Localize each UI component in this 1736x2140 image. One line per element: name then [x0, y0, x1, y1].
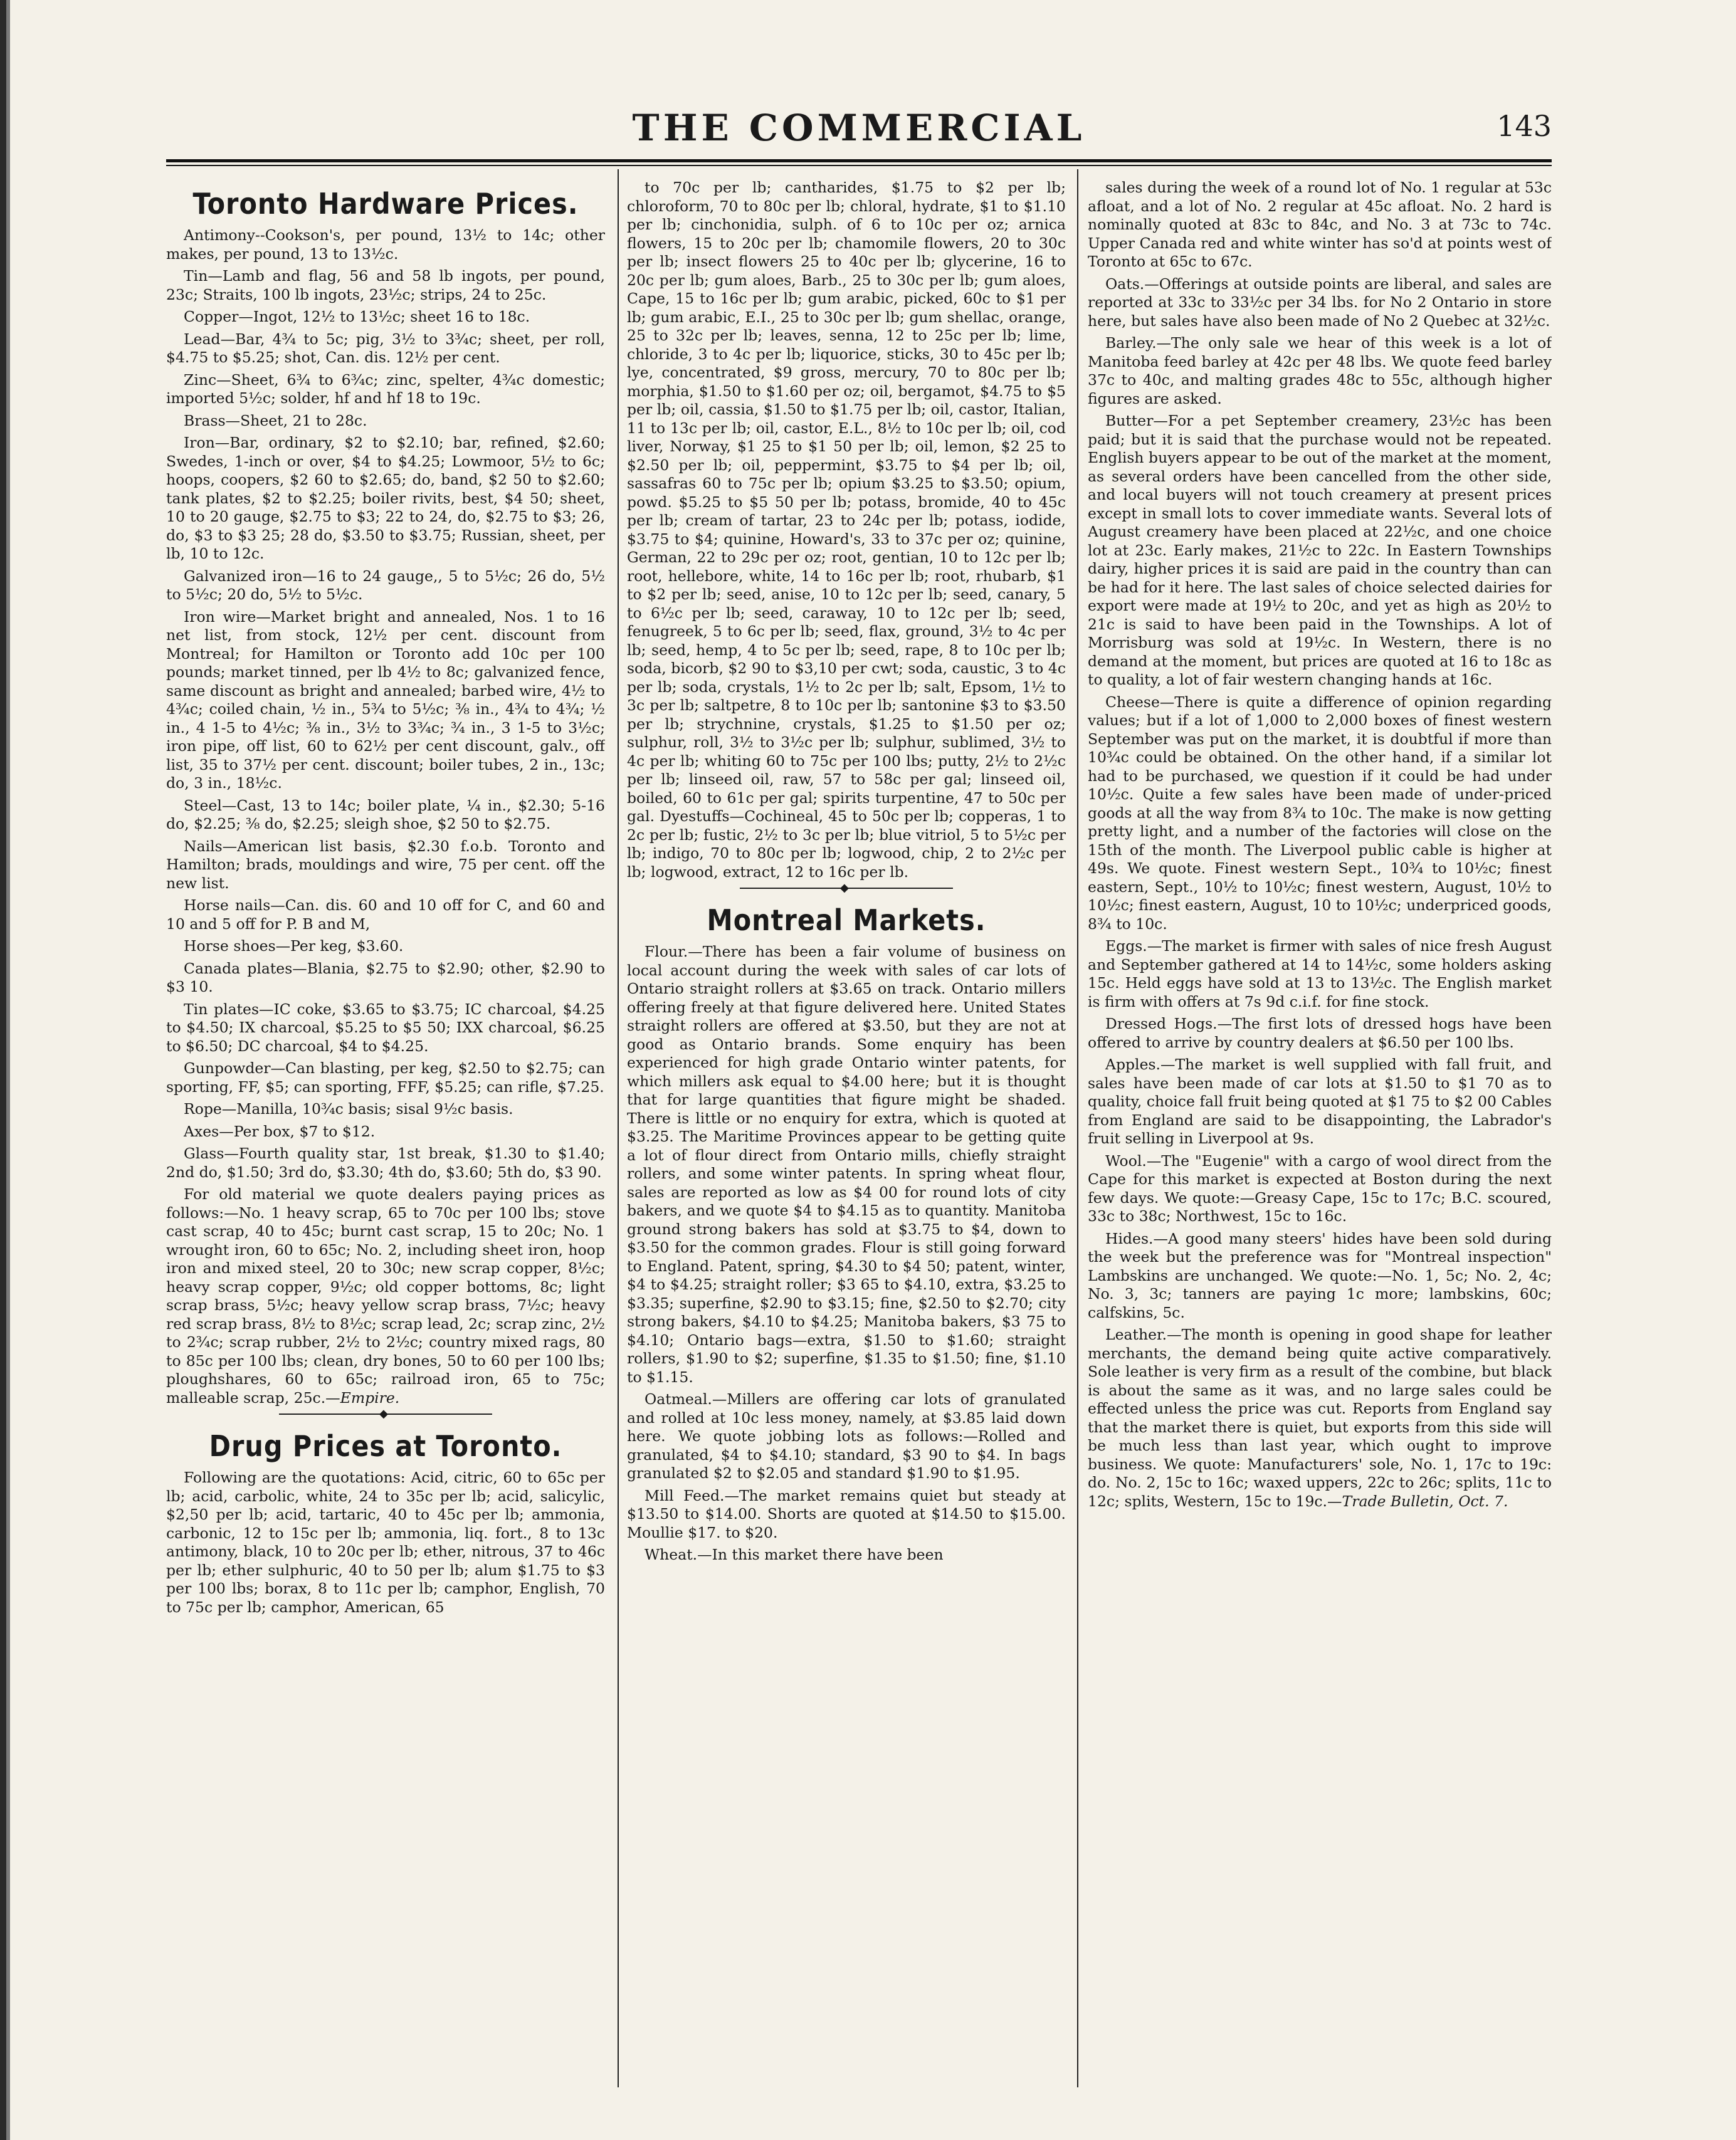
montreal-markets-continued — [1088, 179, 1552, 1511]
paragraph: Brass—Sheet, 21 to 28c. — [184, 411, 367, 429]
column-divider-2 — [1077, 169, 1078, 2087]
section-title-montreal-markets: Montreal Markets. — [707, 903, 986, 937]
paragraph: Tin plates—IC coke, $3.65 to $3.75; IC charcoal, $4.25 to $4.50; IX charcoal, $5.25 to $5 50; IXX charcoal, $6.25 to $6.50; DC charcoal, $4 to $4.25. — [166, 1000, 605, 1055]
page-header — [166, 107, 1552, 150]
header-rule — [166, 159, 1552, 166]
source-signature: Trade Bulletin, Oct. 7. — [1342, 1492, 1508, 1510]
paragraph: For old material we quote dealers paying prices as follows:—No. 1 heavy scrap, 65 to 70c per 100 lbs; stove cast scrap, 40 to 45c; burnt cast scrap, 15 to 20c; No. 1 wrought iron, 60 to 65c; No. 2, including sheet iron, hoop iron and mixed steel, 20 to 30c; new scrap copper, 8½c; heavy scrap copper, 9½c; old copper bottoms, 8c; light scrap brass, 5½c; heavy yellow scrap brass, 7½c; heavy red scrap brass, 8½ to 8½c; scrap lead, 2c; scrap zinc, 2½ to 2¾c; scrap rubber, 2½ to 2½c; country mixed rags, 80 to 85c per 100 lbs; clean, dry bones, 50 to 60 per 100 lbs; ploughshares, 60 to 65c; railroad iron, 65 to 75c; malleable scrap, 25c.—Empire. — [166, 1185, 605, 1407]
paragraph: Glass—Fourth quality star, 1st break, $1.30 to $1.40; 2nd do, $1.50; 3rd do, $3.30; 4th do, $3.60; 5th do, $3 90. — [166, 1145, 605, 1181]
source-signature: Empire. — [340, 1388, 400, 1407]
paragraph: Rope—Manilla, 10¾c basis; sisal 9½c basis. — [184, 1100, 513, 1118]
paragraph: Dressed Hogs.—The first lots of dressed hogs have been offered to arrive by country dealers at $6.50 per 100 lbs. — [1088, 1015, 1552, 1051]
section-ornament — [279, 1414, 492, 1421]
paragraph: Lead—Bar, 4¾ to 5c; pig, 3½ to 3¾c; sheet, per roll, $4.75 to $5.25; shot, Can. dis. 12½ per cent. — [166, 330, 605, 366]
montreal-markets-body — [627, 943, 1066, 1565]
column-divider-1 — [618, 169, 619, 2087]
paragraph: Horse nails—Can. dis. 60 and 10 off for C, and 60 and 10 and 5 off for P. B and M, — [166, 896, 605, 933]
toronto-hardware-body — [166, 226, 605, 1407]
paragraph: Apples.—The market is well supplied with fall fruit, and sales have been made of car lots at $1.50 to $1 70 as to quality, choice fall fruit being quoted at $1 75 to $2 00 Cables from England are said to be disappointing, the Labrador's fruit selling in Liverpool at 9s. — [1088, 1056, 1552, 1147]
paragraph: Canada plates—Blania, $2.75 to $2.90; other, $2.90 to $3 10. — [166, 959, 605, 995]
paragraph: Horse shoes—Per keg, $3.60. — [184, 937, 404, 955]
paragraph: Mill Feed.—The market remains quiet but steady at $13.50 to $14.00. Shorts are quoted at $14.50 to $15.00. Moullie $17. to $20. — [627, 1486, 1066, 1541]
section-ornament — [740, 888, 953, 895]
paragraph: Hides.—A good many steers' hides have been sold during the week but the preference was for "Montreal inspection" Lambskins are unchanged. We quote:—No. 1, 5c; No. 2, 4c; No. 3, 3c; tanners are paying 1c more; lambskins, 60c; calfskins, 5c. — [1088, 1229, 1552, 1321]
paragraph: Axes—Per box, $7 to $12. — [184, 1122, 376, 1140]
paragraph: Steel—Cast, 13 to 14c; boiler plate, ¼ in., $2.30; 5-16 do, $2.25; ⅜ do, $2.25; sleigh shoe, $2 50 to $2.75. — [166, 796, 605, 832]
paragraph: Eggs.—The market is firmer with sales of nice fresh August and September gathered at 14 to 14½c, some holders asking 15c. Held eggs have sold at 13 to 13½c. The English market is firm with offers at 7s 9d c.i.f. for fine stock. — [1088, 937, 1552, 1010]
drug-prices-body — [166, 1469, 605, 1617]
binding-edge — [0, 0, 16, 2140]
paragraph: Gunpowder—Can blasting, per keg, $2.50 to $2.75; can sporting, FF, $5; can sporting, FFF, $5.25; can rifle, $7.25. — [166, 1059, 605, 1096]
column-1 — [166, 179, 605, 2084]
column-2 — [627, 179, 1066, 2084]
paragraph: Wheat.—In this market there have been — [644, 1546, 944, 1563]
paragraph: Iron—Bar, ordinary, $2 to $2.10; bar, refined, $2.60; Swedes, 1-inch or over, $4 to $4.25; Lowmoor, 5½ to 6c; hoops, coopers, $2 60 to $2.65; do, band, $2 50 to $2.60; tank plates, $2 to $2.25; boiler rivits, best, $4 50; sheet, 10 to 20 gauge, $2.75 to $3; 22 to 24, do, $2.75 to $3; 26, do, $3 to $3 25; 28 do, $3.50 to $3.75; Russian, sheet, per lb, 10 to 12c. — [166, 434, 605, 562]
masthead-title: THE COMMERCIAL — [632, 107, 1086, 149]
paragraph: Iron wire—Market bright and annealed, Nos. 1 to 16 net list, from stock, 12½ per cent. discount from Montreal; for Hamilton or Toronto add 10c per 100 pounds; market tinned, per lb 4½ to 8c; galvanized fence, same discount as bright and annealed; barbed wire, 4½ to 4¾c; coiled chain, ½ in., 5¾ to 5½c; ⅜ in., 4¾ to 4¾; ½ in., 4 1-5 to 4½c; ⅜ in., 3½ to 3¾c; ¾ in., 3 1-5 to 3½c; iron pipe, off list, 60 to 62½ per cent discount, galv., off list, 35 to 37½ per cent. discount; boiler tubes, 2 in., 13c; do, 3 in., 18½c. — [166, 607, 605, 792]
paragraph: Cheese—There is quite a difference of opinion regarding values; but if a lot of 1,000 to 2,000 boxes of finest western September was put on the market, it is doubtful if more than 10¾c could be obtained. On the other hand, if a similar lot had to be purchased, we question if it could be had under 10½c. Quite a few sales have been made of under-priced goods at all the way from 8¾ to 10c. The make is now getting pretty light, and a number of the factories will close on the 15th of the month. The Liverpool public cable is higher at 49s. We quote. Finest western Sept., 10¾ to 10½c; finest eastern, Sept., 10½ to 10½c; finest western, August, 10½ to 10½c; finest eastern, August, 10 to 10½c; underpriced goods, 8¾ to 10c. — [1088, 693, 1552, 933]
paragraph: Barley.—The only sale we hear of this week is a lot of Manitoba feed barley at 42c per 48 lbs. We quote feed barley 37c to 40c, and malting grades 48c to 55c, although higher figures are asked. — [1088, 334, 1552, 407]
paragraph: Butter—For a pet September creamery, 23½c has been paid; but it is said that the purchase would not be repeated. English buyers appear to be out of the market at the moment, as several orders have been cancelled from the other side, and local buyers will not touch creamery at present prices except in small lots to cover immediate wants. Several lots of August creamery have been placed at 22½c, and one choice lot at 23c. Early makes, 21½c to 22c. In Eastern Townships dairy, higher prices it is said are paid in the country than can be had for it here. The last sales of choice selected dairies for export were made at 19½ to 20c, and yet as high as 20½ to 21c is said to have been paid in the Townships. A lot of Morrisburg was sold at 19½c. In Western, there is no demand at the moment, but prices are quoted at 16 to 18c as to quality, a lot of fair western changing hands at 16c. — [1088, 412, 1552, 688]
drug-prices-continued — [627, 179, 1066, 881]
paragraph: Tin—Lamb and flag, 56 and 58 lb ingots, per pound, 23c; Straits, 100 lb ingots, 23½c; strips, 24 to 25c. — [166, 267, 605, 303]
paragraph: Wool.—The "Eugenie" with a cargo of wool direct from the Cape for this market is expected at Boston during the next few days. We quote:—Greasy Cape, 15c to 17c; B.C. scoured, 33c to 38c; Northwest, 15c to 16c. — [1088, 1151, 1552, 1225]
paragraph: Oatmeal.—Millers are offering car lots of granulated and rolled at 10c less money, namely, at $3.85 laid down here. We quote jobbing lots as follows:—Rolled and granulated, $4 to $4.10; standard, $3 90 to $4. In bags granulated $2 to $2.05 and standard $1.90 to $1.95. — [627, 1390, 1066, 1482]
paragraph: Oats.—Offerings at outside points are liberal, and sales are reported at 33c to 33½c per 34 lbs. for No 2 Ontario in store here, but sales have also been made of No 2 Quebec at 32½c. — [1088, 275, 1552, 330]
paragraph: Flour.—There has been a fair volume of business on local account during the week with sales of car lots of Ontario straight rollers at $3.65 on track. Ontario millers offering freely at that figure delivered here. United States straight rollers are offered at $3.50, but they are not at good as Ontario brands. Some enquiry has been experienced for high grade Ontario winter patents, for which millers ask equal to $4.00 here; but it is thought that for large quantities that figure might be shaded. There is little or no enquiry for extra, which is quoted at $3.25. The Maritime Provinces appear to be getting quite a lot of flour direct from Ontario mills, chiefly straight rollers, and some winter patents. In spring wheat flour, sales are reported as low as $4 00 for round lots of city bakers, and we quote $4 to $4.15 as to quantity. Manitoba ground strong bakers has sold at $3.75 to $4, down to $3.50 for the common grades. Flour is still going forward to England. Patent, spring, $4.30 to $4 50; patent, winter, $4 to $4.25; straight roller; $3 65 to $4.10, extra, $3.25 to $3.35; superfine, $2.90 to $3.15; fine, $2.50 to $2.70; city strong bakers, $4.10 to $4.25; Manitoba bakers, $3 75 to $4.10; Ontario bags—extra, $1.50 to $1.60; straight rollers, $1.90 to $2; superfine, $1.35 to $1.50; fine, $1.10 to $1.15. — [627, 943, 1066, 1386]
paragraph: Antimony--Cookson's, per pound, 13½ to 14c; other makes, per pound, 13 to 13½c. — [166, 226, 605, 263]
paragraph: sales during the week of a round lot of No. 1 regular at 53c afloat, and a lot of No. 2 regular at 45c afloat. No. 2 hard is nominally quoted at 83c to 84c, and No. 3 at 73c to 74c. Upper Canada red and white winter has so'd at points west of Toronto at 65c to 67c. — [1088, 179, 1552, 270]
paragraph: Following are the quotations: Acid, citric, 60 to 65c per lb; acid, carbolic, white, 24 to 35c per lb; acid, salicylic, $2,50 per lb; acid, tartaric, 40 to 45c per lb; ammonia, carbonic, 12 to 15c per lb; ammonia, liq. fort., 8 to 13c antimony, black, 10 to 20c per lb; ether, nitrous, 37 to 46c per lb; ether sulphuric, 40 to 50 per lb; alum $1.75 to $3 per 100 lbs; borax, 8 to 11c per lb; camphor, English, 70 to 75c per lb; camphor, American, 65 — [166, 1469, 605, 1616]
paragraph: to 70c per lb; cantharides, $1.75 to $2 per lb; chloroform, 70 to 80c per lb; chloral, hydrate, $1 to $1.10 per lb; cinchonidia, sulph. of 6 to 10c per oz; arnica flowers, 15 to 20c per lb; chamomile flowers, 20 to 30c per lb; insect flowers 25 to 40c per lb; glycerine, 16 to 20c per lb; gum aloes, Barb., 25 to 30c per lb; gum aloes, Cape, 15 to 16c per lb; gum arabic, picked, 60c to $1 per lb; gum arabic, E.I., 25 to 30c per lb; gum shellac, orange, 25 to 32c per lb; leaves, senna, 12 to 25c per lb; lime, chloride, 3 to 4c per lb; liquorice, sticks, 30 to 45c per lb; lye, concentrated, $9 gross, mercury, 70 to 80c per lb; morphia, $1.50 to $1.60 per oz; oil, bergamot, $4.75 to $5 per lb; oil, cassia, $1.50 to $1.75 per lb; oil, castor, Italian, 11 to 13c per lb; oil, castor, E.L., 8½ to 10c per lb; oil, cod liver, Norway, $1 25 to $1 50 per lb; oil, lemon, $2 25 to $2.50 per lb; oil, peppermint, $3.75 to $4 per lb; oil, sassafras 60 to 75c per lb; opium $3.25 to $3.50; opium, powd. $5.25 to $5 50 per lb; potass, bromide, 40 to 45c per lb; cream of tartar, 23 to 24c per lb; potass, iodide, $3.75 to $4; quinine, Howard's, 33 to 37c per oz; quinine, German, 22 to 29c per oz; root, gentian, 10 to 12c per lb; root, hellebore, white, 14 to 16c per lb; root, rhubarb, $1 to $2 per lb; seed, anise, 10 to 12c per lb; seed, canary, 5 to 6½c per lb; seed, caraway, 10 to 12c per lb; seed, fenugreek, 5 to 6c per lb; seed, flax, ground, 3½ to 4c per lb; seed, hemp, 4 to 5c per lb; seed, rape, 8 to 10c per lb; soda, bicorb, $2 90 to $3,10 per cwt; soda, caustic, 3 to 4c per lb; soda, crystals, 1½ to 2c per lb; salt, Epsom, 1½ to 3c per lb; saltpetre, 8 to 10c per lb; santonine $3 to $3.50 per lb; strychnine, crystals, $1.25 to $1.50 per oz; sulphur, roll, 3½ to 3½c per lb; sulphur, sublimed, 3½ to 4c per lb; whiting 60 to 75c per 100 lbs; putty, 2½ to 2½c per lb; linseed oil, raw, 57 to 58c per gal; linseed oil, boiled, 60 to 61c per gal; spirits turpentine, 47 to 50c per gal. Dyestuffs—Cochineal, 45 to 50c per lb; copperas, 1 to 2c per lb; fustic, 2½ to 3c per lb; blue vitriol, 5 to 5½c per lb; indigo, 70 to 80c per lb; logwood, chip, 2 to 2½c per lb; logwood, extract, 12 to 16c per lb. — [627, 179, 1066, 881]
paragraph: Nails—American list basis, $2.30 f.o.b. Toronto and Hamilton; brads, mouldings and wire, 75 per cent. off the new list. — [166, 837, 605, 892]
page-number: 143 — [1497, 109, 1552, 143]
paragraph: Galvanized iron—16 to 24 gauge,, 5 to 5½c; 26 do, 5½ to 5½c; 20 do, 5½ to 5½c. — [166, 567, 605, 603]
column-3 — [1088, 179, 1552, 2084]
section-title-toronto-hardware: Toronto Hardware Prices. — [192, 187, 579, 221]
section-title-drug-prices: Drug Prices at Toronto. — [209, 1429, 562, 1463]
paragraph: Copper—Ingot, 12½ to 13½c; sheet 16 to 18c. — [184, 308, 530, 325]
paragraph: Leather.—The month is opening in good shape for leather merchants, the demand being quite active comparatively. Sole leather is very firm as a result of the combine, but black is about the same as it was, and no large sales could be effected unless the price was cut. Reports from England say that the market there is quiet, but exports from this side will be much less than last year, which ought to improve business. We quote: Manufacturers' sole, No. 1, 17c to 19c: do. No. 2, 15c to 16c; waxed uppers, 22c to 26c; splits, 11c to 12c; splits, Western, 15c to 19c.—Trade Bulletin, Oct. 7. — [1088, 1326, 1552, 1510]
paragraph: Zinc—Sheet, 6¾ to 6¾c; zinc, spelter, 4¾c domestic; imported 5½c; solder, hf and hf 18 to 19c. — [166, 370, 605, 407]
